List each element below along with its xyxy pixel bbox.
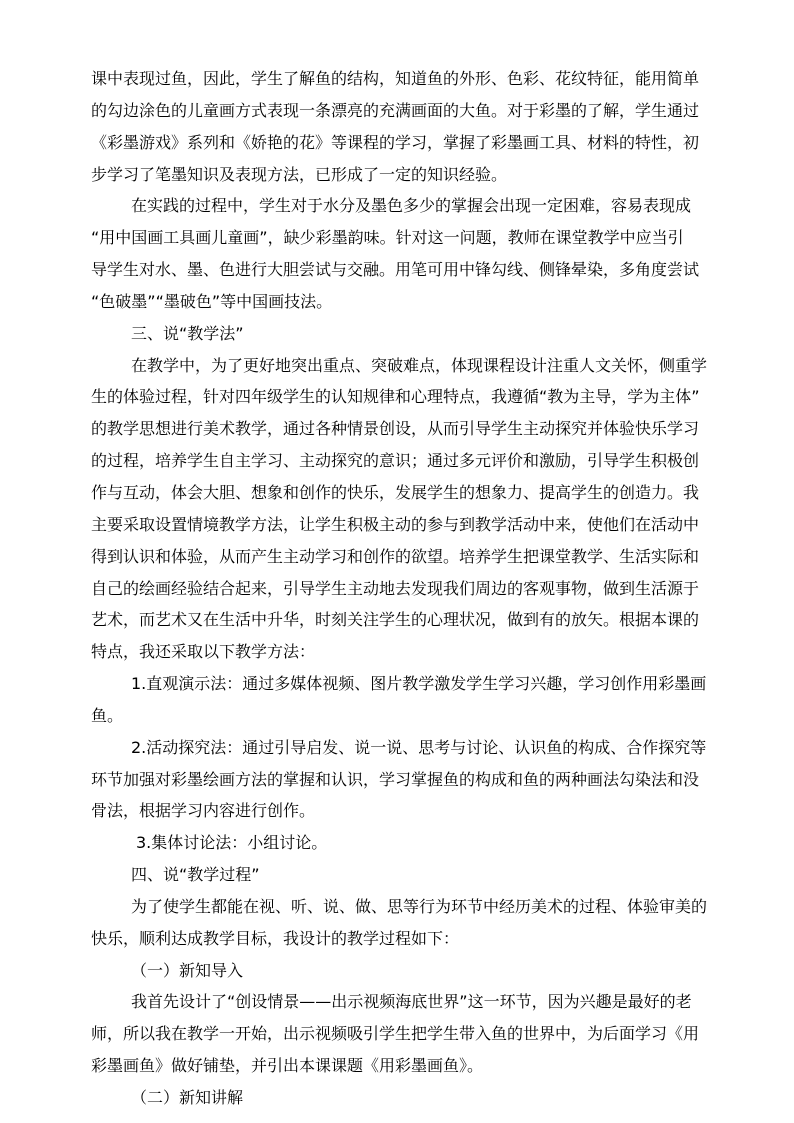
paragraph-line-1: 课中表现过鱼，因此，学生了解鱼的结构，知道鱼的外形、色彩、花纹特征，能用简单	[91, 69, 700, 88]
paragraph-line-19: 特点，我还采取以下教学方法：	[91, 642, 316, 661]
paragraph-line-3: 《彩墨游戏》系列和《娇艳的花》等课程的学习，掌握了彩墨画工具、材料的特性，初	[91, 133, 700, 152]
paragraph-line-11: 生的体验过程，针对四年级学生的认知规律和心理特点，我遵循“教为主导，学为主体”	[91, 387, 700, 406]
paragraph-line-5: 在实践的过程中，学生对于水分及墨色多少的掌握会出现一定困难，容易表现成	[131, 196, 692, 215]
section-heading-teaching-method: 三、说“教学法”	[131, 324, 244, 343]
paragraph-line-32: 彩墨画鱼》做好铺垫，并引出本课课题《用彩墨画鱼》。	[91, 1056, 484, 1075]
paragraph-line-4: 步学习了笔墨知识及表现方法，已形成了一定的知识经验。	[91, 165, 508, 184]
paragraph-line-27: 为了使学生都能在视、听、说、做、思等行为环节中经历美术的过程、体验审美的	[131, 897, 708, 916]
paragraph-line-28: 快乐，顺利达成教学目标，我设计的教学过程如下：	[91, 929, 460, 948]
list-item-1-cont: 鱼。	[91, 706, 124, 725]
subsection-heading-intro: （一）新知导入	[131, 961, 244, 980]
paragraph-line-18: 艺术，而艺术又在生活中升华，时刻关注学生的心理状况，做到有的放矢。根据本课的	[91, 610, 700, 629]
paragraph-line-14: 作与互动，体会大胆、想象和创作的快乐，发展学生的想象力、提高学生的创造力。我	[91, 483, 700, 502]
list-item-1: 1.直观演示法：通过多媒体视频、图片教学激发学生学习兴趣，学习创作用彩墨画	[131, 674, 707, 693]
paragraph-line-15: 主要采取设置情境教学方法，让学生积极主动的参与到教学活动中来，使他们在活动中	[91, 515, 700, 534]
paragraph-line-30: 我首先设计了“创设情景——出示视频海底世界”这一环节，因为兴趣是最好的老	[131, 992, 692, 1011]
paragraph-line-13: 的过程，培养学生自主学习、主动探究的意识；通过多元评价和激励，引导学生积极创	[91, 451, 700, 470]
list-item-3: 3.集体讨论法：小组讨论。	[136, 833, 328, 852]
paragraph-line-33: （二）新知讲解	[131, 1088, 244, 1107]
section-heading-teaching-process: 四、说“教学过程”	[131, 865, 260, 884]
list-item-2-cont-1: 环节加强对彩墨绘画方法的掌握和认识，学习掌握鱼的构成和鱼的两种画法勾染法和没	[91, 770, 700, 789]
paragraph-line-31: 师，所以我在教学一开始，出示视频吸引学生把学生带入鱼的世界中，为后面学习《用	[91, 1024, 700, 1043]
paragraph-line-6: “用中国画工具画儿童画”，缺少彩墨韵味。针对这一问题，教师在课堂教学中应当引	[91, 228, 684, 247]
paragraph-line-10: 在教学中，为了更好地突出重点、突破难点，体现课程设计注重人文关怀，侧重学	[131, 356, 708, 375]
paragraph-line-16: 得到认识和体验，从而产生主动学习和创作的欲望。培养学生把课堂教学、生活实际和	[91, 547, 700, 566]
list-item-2-cont-2: 骨法，根据学习内容进行创作。	[91, 801, 316, 820]
paragraph-line-12: 的教学思想进行美术教学，通过各种情景创设，从而引导学生主动探究并体验快乐学习	[91, 419, 700, 438]
list-item-2: 2.活动探究法：通过引导启发、说一说、思考与讨论、认识鱼的构成、合作探究等	[131, 738, 707, 757]
paragraph-line-17: 自己的绘画经验结合起来，引导学生主动地去发现我们周边的客观事物，做到生活源于	[91, 579, 700, 598]
paragraph-line-8: “色破墨”“墨破色”等中国画技法。	[91, 292, 333, 311]
paragraph-line-2: 的勾边涂色的儿童画方式表现一条漂亮的充满画面的大鱼。对于彩墨的了解，学生通过	[91, 101, 700, 120]
paragraph-line-7: 导学生对水、墨、色进行大胆尝试与交融。用笔可用中锋勾线、侧锋晕染，多角度尝试	[91, 260, 700, 279]
